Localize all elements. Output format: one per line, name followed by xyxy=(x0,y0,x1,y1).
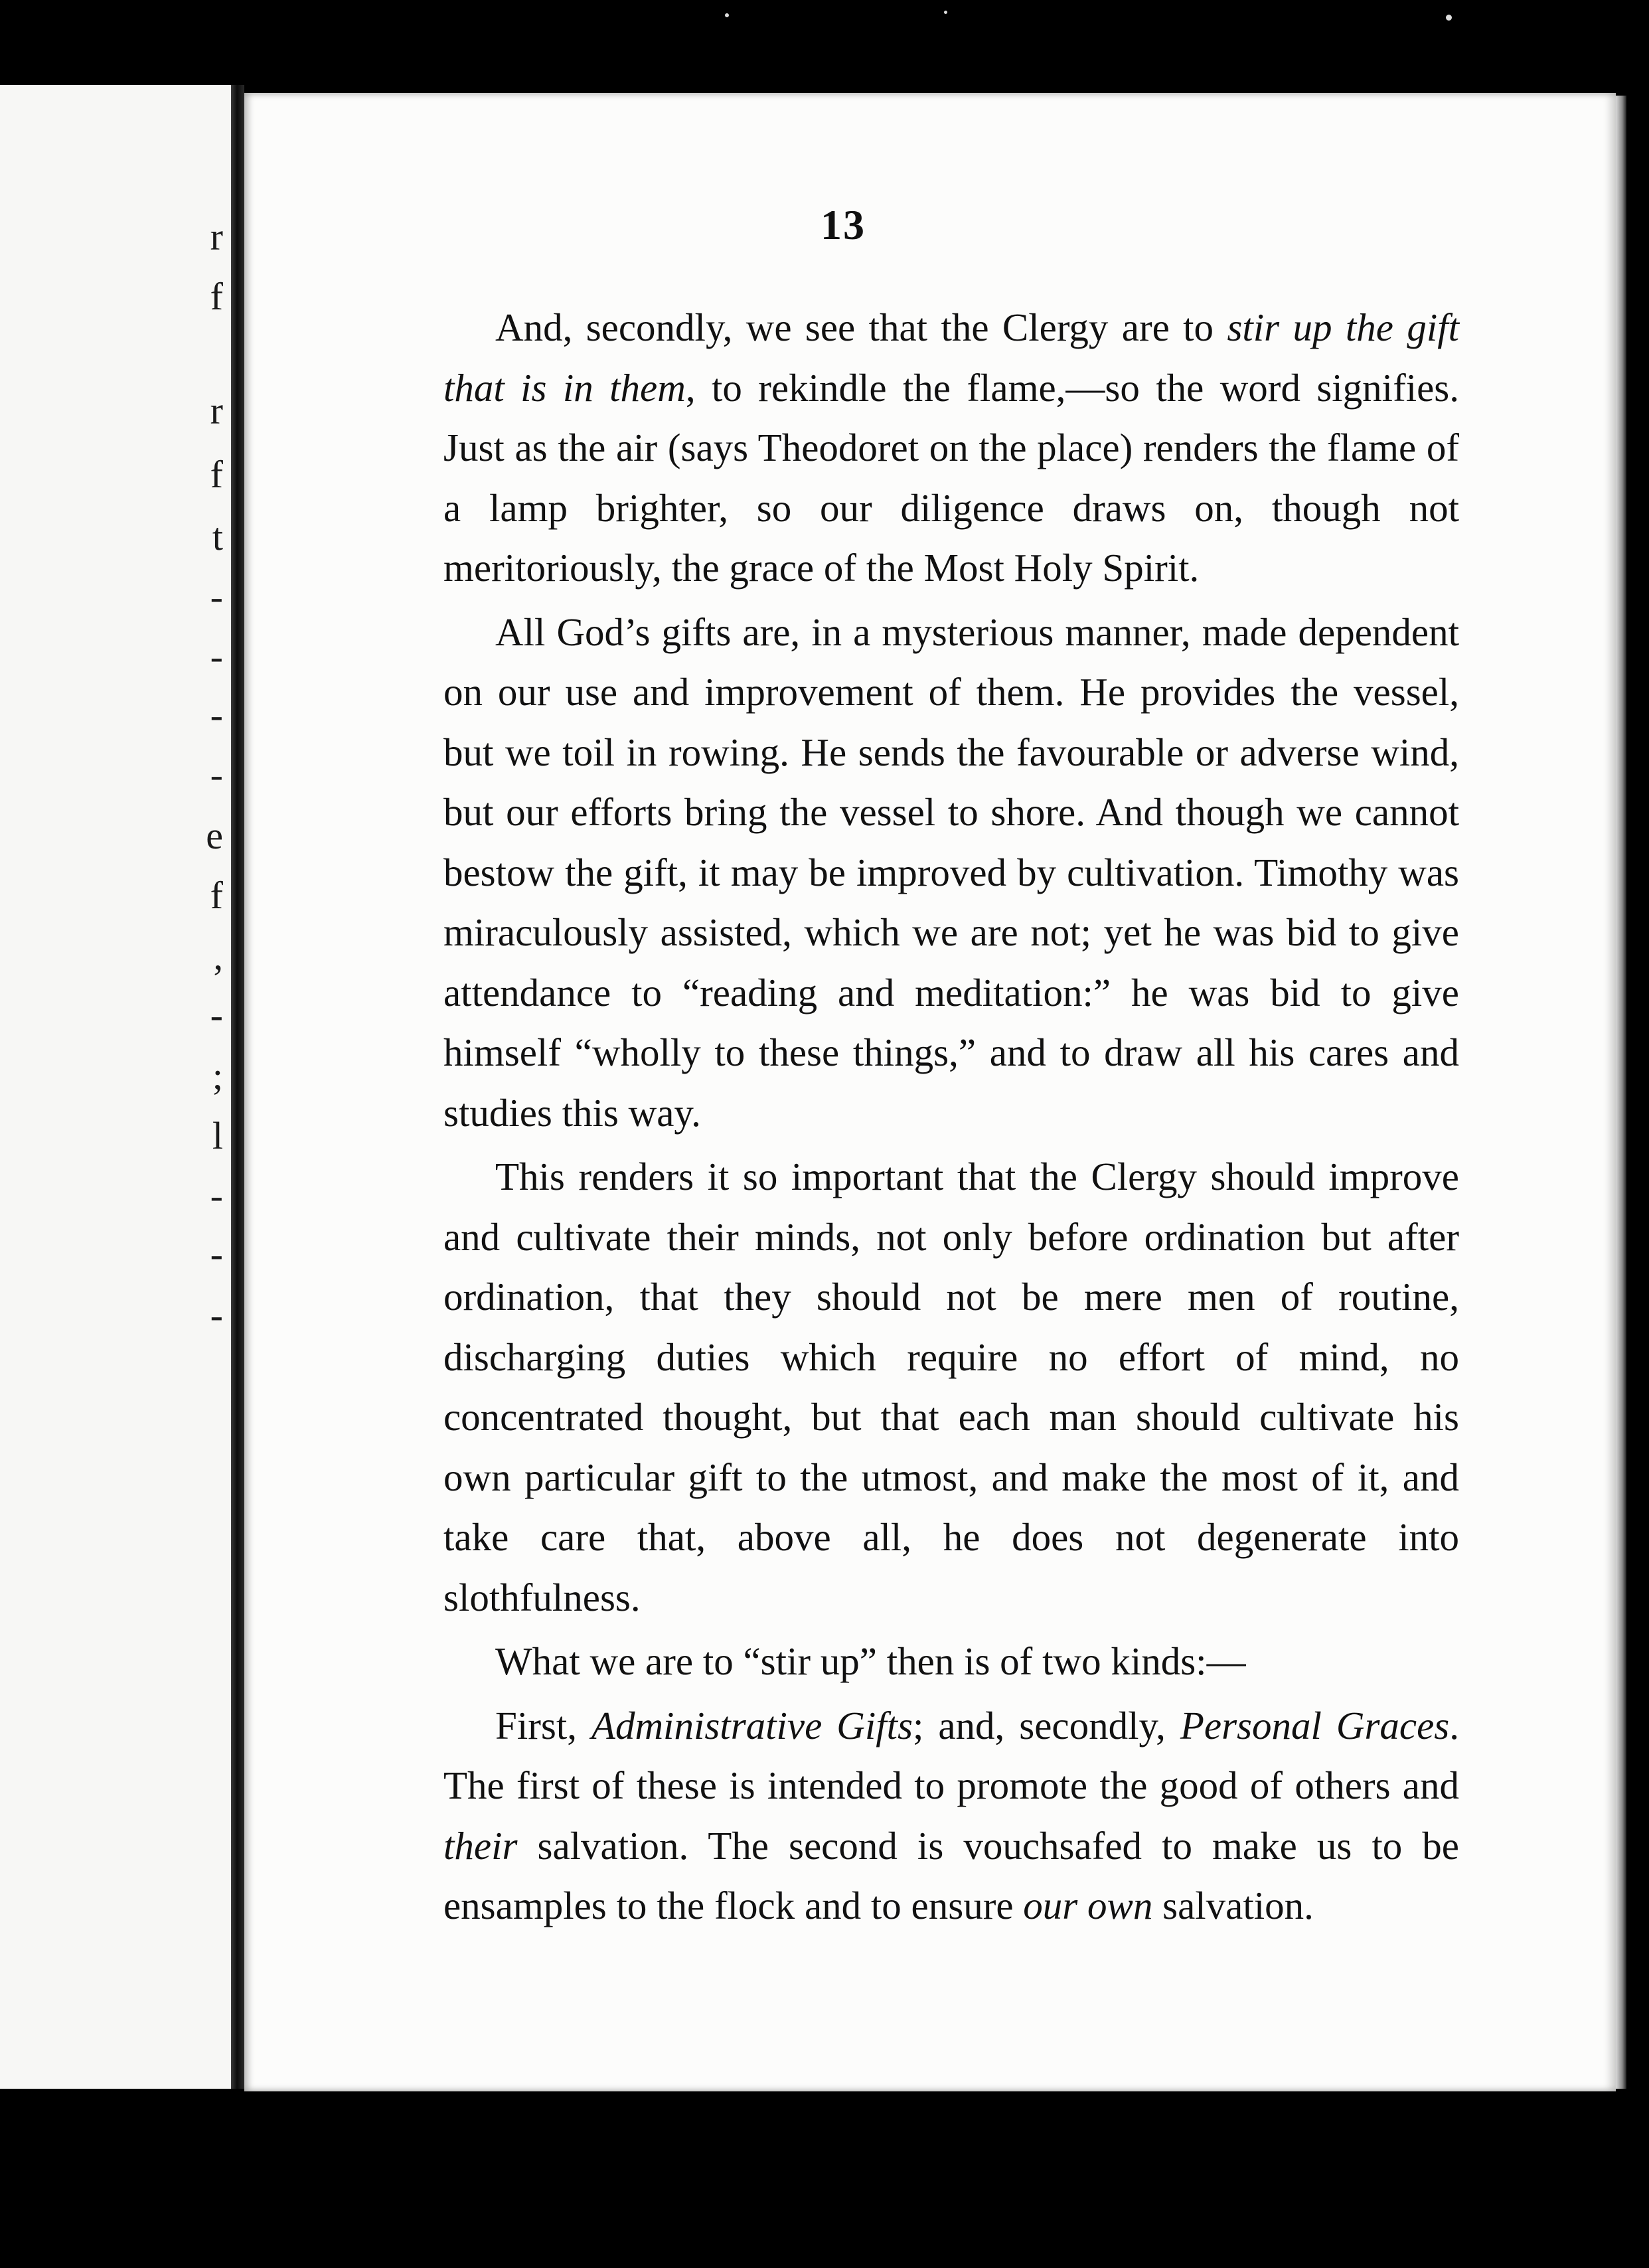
text-run: This renders it so important that the Clergy should improve and cultivate their minds, not only before ordination but after ordination, that they should not be mere men of routine, discharging duties which require no effort of mind, no concentrated thought, but that each man should cultivate his own particular gift to the utmost, and make the most of it, and take care that, above all, he does not degenerate into slothfulness. xyxy=(443,1155,1459,1619)
edge-fragment: ; xyxy=(212,1054,223,1097)
text-run: salvation. The second is vouchsafed to make us to be ensamples to the flock and to ensure xyxy=(443,1823,1459,1927)
page-body-text xyxy=(443,297,1459,1936)
edge-fragment: - xyxy=(210,753,223,796)
italic-run: their xyxy=(443,1823,518,1868)
paragraph xyxy=(443,1631,1459,1692)
edge-fragment: , xyxy=(213,935,223,978)
italic-run: Administrative Gifts xyxy=(591,1703,913,1747)
edge-fragment: - xyxy=(210,575,223,618)
edge-fragment: - xyxy=(210,635,223,678)
italic-run: Personal Graces xyxy=(1180,1703,1450,1747)
edge-fragment: f xyxy=(210,275,223,318)
edge-fragment: r xyxy=(210,215,223,258)
text-run: And, secondly, we see that the Clergy are to xyxy=(495,305,1227,349)
text-run: What we are to “stir up” then is of two kinds:— xyxy=(495,1639,1246,1683)
italic-run: our own xyxy=(1023,1884,1153,1927)
previous-page-edge-text xyxy=(194,85,226,2089)
page-edge xyxy=(1616,96,1626,2089)
paragraph xyxy=(443,602,1459,1143)
edge-fragment: - xyxy=(210,993,223,1036)
text-run: First, xyxy=(495,1703,591,1747)
edge-fragment: - xyxy=(210,1293,223,1336)
dust-speck xyxy=(944,11,947,14)
paragraph xyxy=(443,1696,1459,1936)
edge-fragment: - xyxy=(210,693,223,736)
text-run: . The first of these is intended to promote the good of others and xyxy=(443,1703,1459,1807)
dust-speck xyxy=(725,13,729,17)
edge-fragment: t xyxy=(212,515,223,558)
text-run: , to rekindle the flame,—so the word signifies. Just as the air (says Theodoret on the place) renders the flame of a lamp brighter, so our diligence draws on, though not meritoriously, the grace of the Most Holy Spirit. xyxy=(443,365,1460,590)
text-run: salvation. xyxy=(1152,1884,1314,1927)
edge-fragment: f xyxy=(210,874,223,917)
paragraph xyxy=(443,297,1459,598)
italic-run: stir up the gift that is in them xyxy=(443,305,1460,410)
previous-page xyxy=(0,85,231,2089)
edge-fragment: e xyxy=(206,814,223,857)
book-gutter xyxy=(231,85,244,2089)
edge-fragment: - xyxy=(210,1232,223,1275)
edge-fragment: f xyxy=(210,453,223,496)
edge-fragment: - xyxy=(210,1174,223,1217)
page-number: 13 xyxy=(821,201,866,248)
edge-fragment: l xyxy=(212,1114,223,1157)
text-run: All God’s gifts are, in a mysterious manner, made dependent on our use and improvement of them. He provides the vessel, but we toil in rowing. He sends the favourable or adverse wind, but our efforts bring the vessel to shore. And though we cannot bestow the gift, it may be improved by cultivation. Timothy was miraculously assisted, which we are not; yet he was bid to give attendance to “reading and meditation:” he was bid to give himself “wholly to these things,” and to draw all his cares and studies this way. xyxy=(443,609,1459,1135)
paragraph xyxy=(443,1147,1459,1627)
text-run: ; and, secondly, xyxy=(913,1703,1180,1747)
edge-fragment: r xyxy=(210,389,223,432)
dust-speck xyxy=(1446,15,1452,21)
